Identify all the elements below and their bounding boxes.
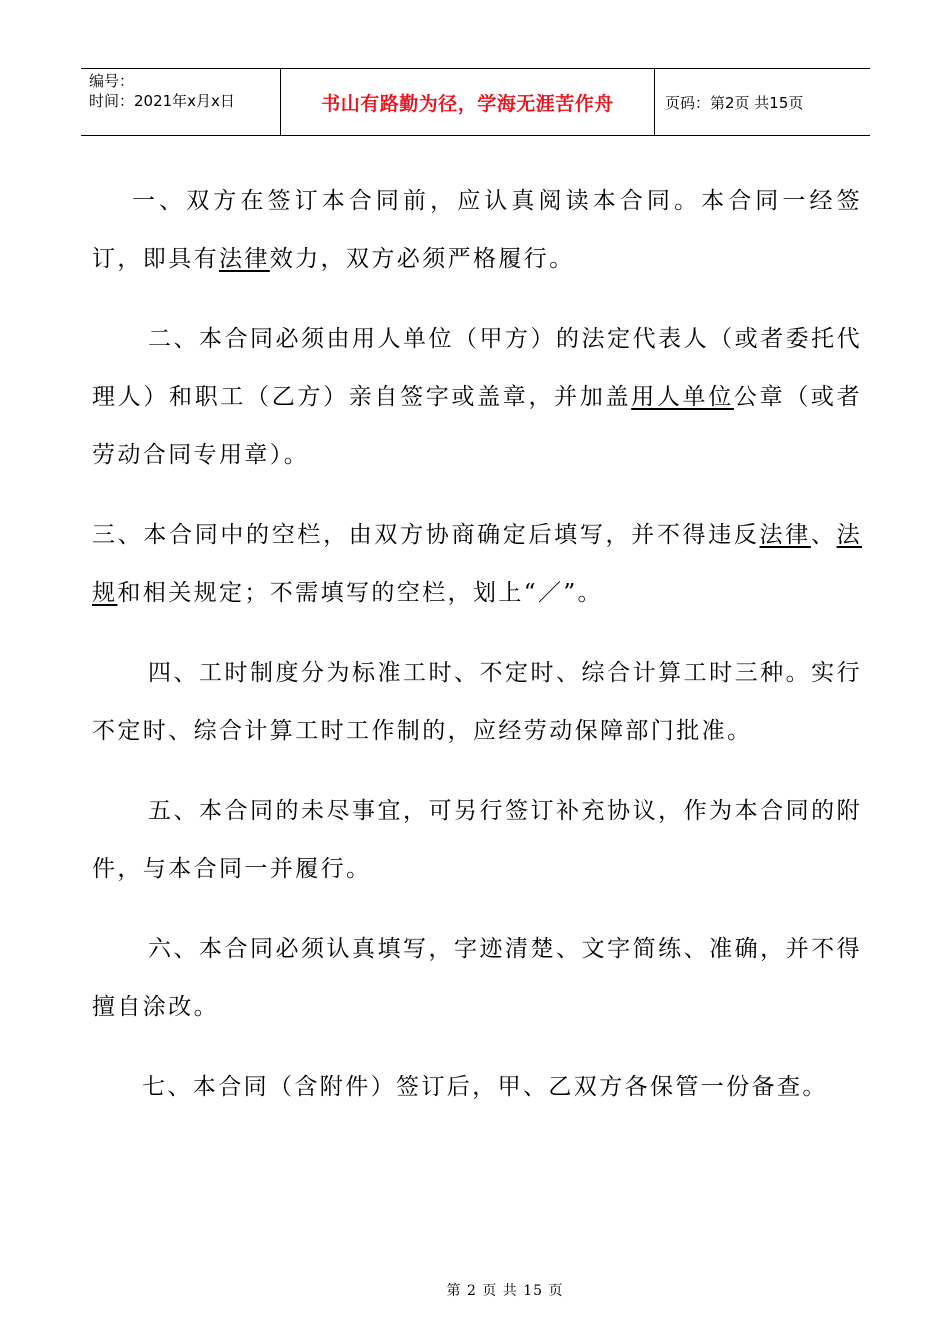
paragraph-2	[92, 310, 862, 484]
document-header	[81, 68, 870, 136]
motto-text: 书山有路勤为径，学海无涯苦作舟	[321, 92, 614, 115]
page-footer: 第 2 页 共 15 页	[446, 1283, 564, 1299]
link-employer[interactable]: 用人单位	[631, 384, 734, 410]
link-law-2[interactable]: 法律	[759, 522, 811, 548]
paragraph-2-text-a: 二、本合同必须由用人单位（甲方）的法定代表人（或者委托代理人）和职工（乙方）亲自签字或盖章，并加盖	[92, 326, 862, 410]
paragraph-3	[92, 506, 862, 622]
header-page-cell	[655, 69, 870, 135]
link-regulation[interactable]: 法规	[92, 522, 862, 606]
paragraph-6: 六、本合同必须认真填写，字迹清楚、文字简练、准确，并不得擅自涂改。	[92, 936, 862, 1020]
number-label: 编号：	[89, 72, 135, 90]
paragraph-3-text-c: 、	[810, 522, 837, 548]
paragraph-3-text-e: 和相关规定；不需填写的空栏，划上“／”。	[117, 580, 603, 606]
paragraph-2-text-c: 公章（或者劳动合同专用章）。	[92, 384, 862, 468]
date-label: 时间：2021年x月x日	[89, 92, 235, 110]
paragraph-1	[92, 172, 862, 288]
paragraph-4: 四、工时制度分为标准工时、不定时、综合计算工时三种。实行不定时、综合计算工时工作制的，应经劳动保障部门批准。	[92, 660, 862, 744]
paragraph-1-text-c: 效力，双方必须严格履行。	[269, 246, 575, 272]
header-motto-cell	[281, 69, 655, 135]
paragraph-5: 五、本合同的未尽事宜，可另行签订补充协议，作为本合同的附件，与本合同一并履行。	[92, 798, 862, 882]
paragraph-3-text-a: 三、本合同中的空栏，由双方协商确定后填写，并不得违反	[92, 522, 760, 548]
link-law[interactable]: 法律	[219, 246, 270, 272]
header-meta-cell	[81, 69, 281, 135]
document-body	[92, 172, 862, 1138]
paragraph-7: 七、本合同（含附件）签订后，甲、乙双方各保管一份备查。	[142, 1074, 828, 1100]
paragraph-1-text-a: 一、双方在签订本合同前，应认真阅读本合同。本合同一经签订，即具有	[92, 188, 862, 272]
page-info: 页码：第2页 共15页	[665, 93, 804, 112]
